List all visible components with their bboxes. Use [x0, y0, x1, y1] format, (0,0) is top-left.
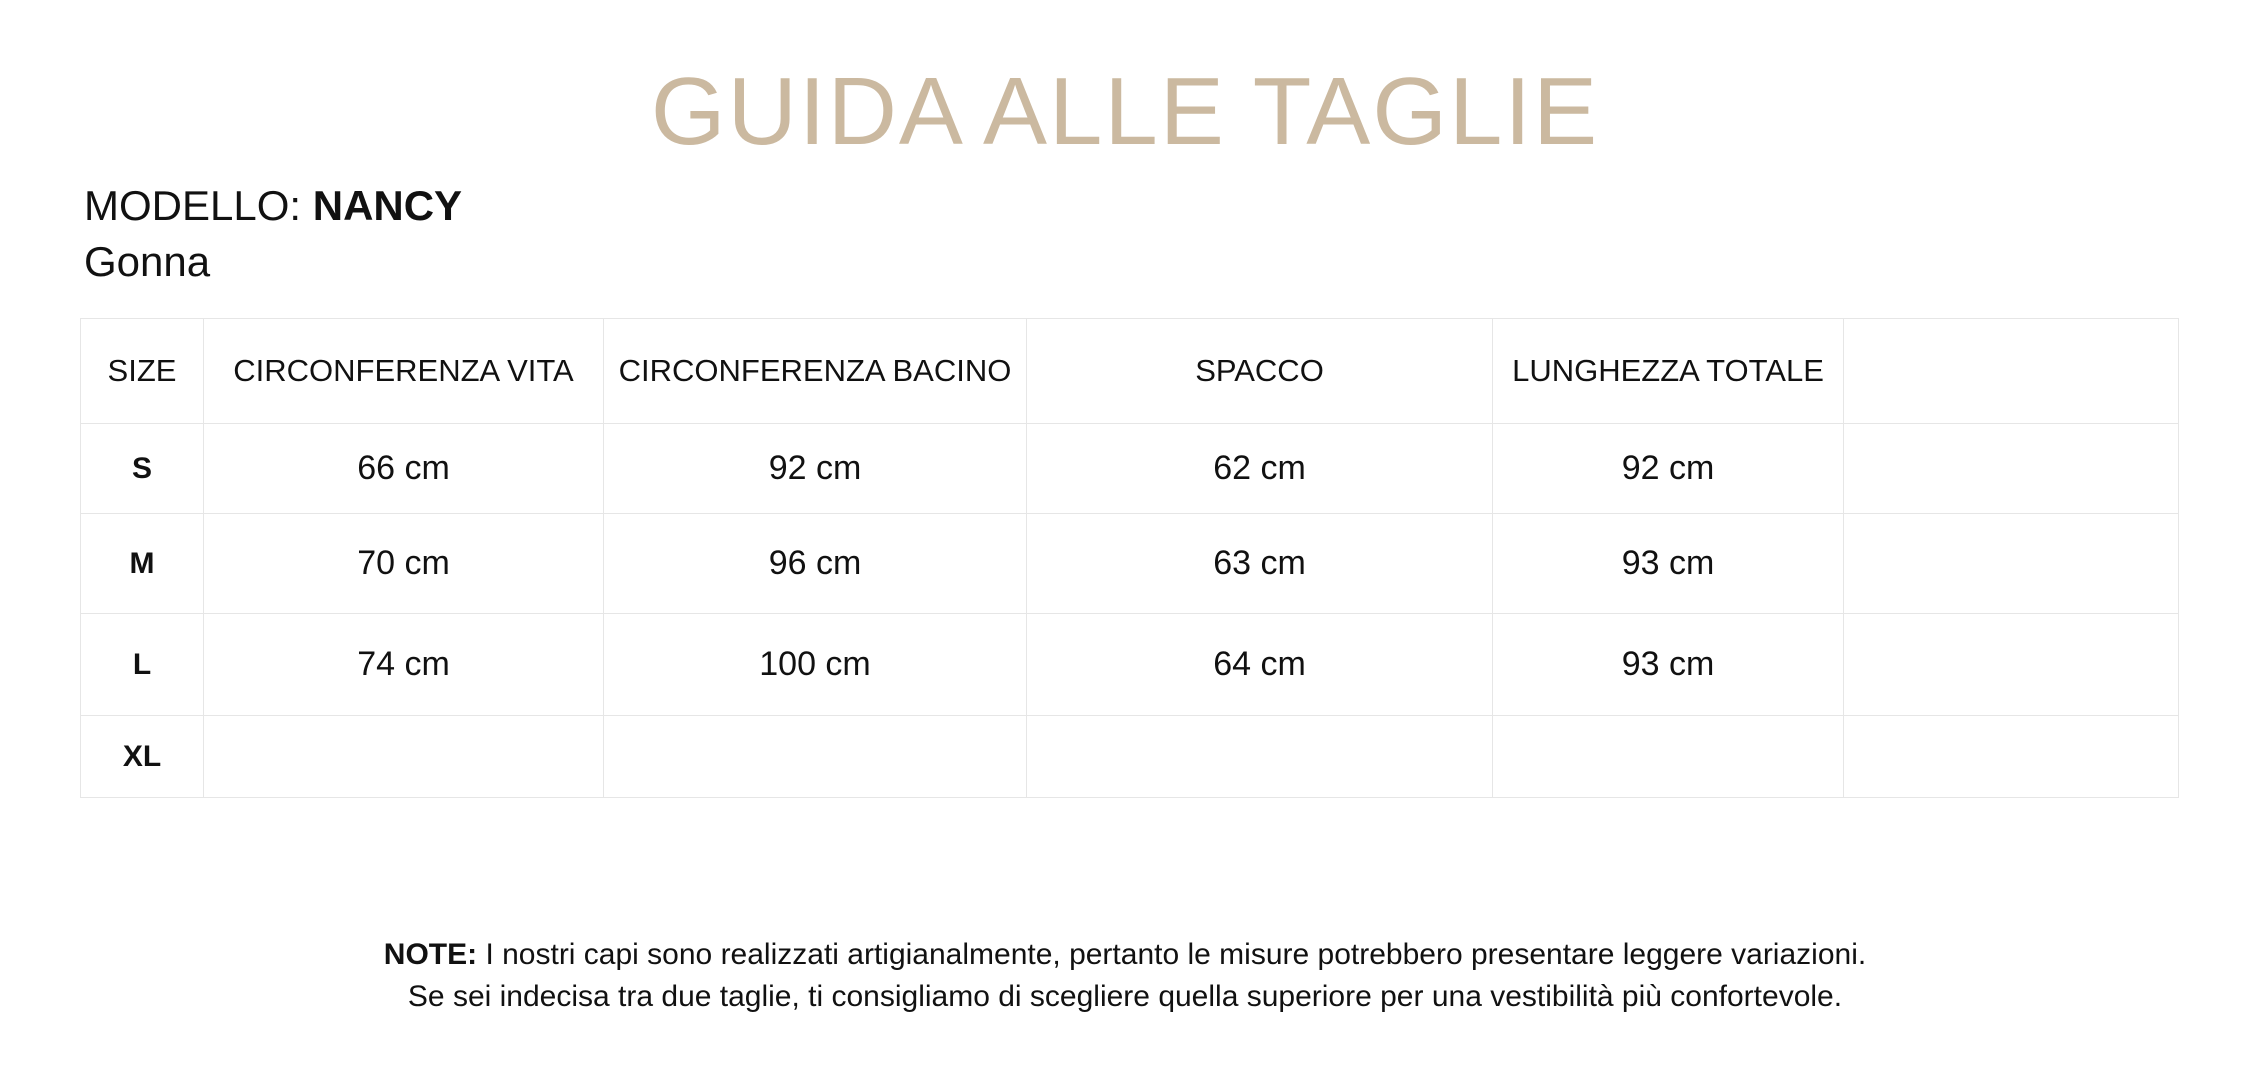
table-row: [81, 716, 2179, 798]
size-cell: M: [81, 514, 204, 614]
model-prefix: MODELLO:: [84, 182, 302, 229]
header-circonferenza-bacino: CIRCONFERENZA BACINO: [604, 319, 1027, 424]
header-empty: [1844, 319, 2179, 424]
bacino-cell: [604, 716, 1027, 798]
bacino-cell: 100 cm: [604, 614, 1027, 716]
model-line: [84, 178, 462, 234]
header-lunghezza-totale: LUNGHEZZA TOTALE: [1493, 319, 1844, 424]
lunghezza-cell: 93 cm: [1493, 614, 1844, 716]
size-cell: S: [81, 424, 204, 514]
page-title: GUIDA ALLE TAGLIE: [650, 58, 1600, 165]
spacco-cell: 64 cm: [1027, 614, 1493, 716]
spacco-cell: [1027, 716, 1493, 798]
bacino-cell: 96 cm: [604, 514, 1027, 614]
size-table: [80, 318, 2179, 798]
vita-cell: 66 cm: [204, 424, 604, 514]
extra-cell: [1844, 716, 2179, 798]
table-header-row: [81, 319, 2179, 424]
vita-cell: 70 cm: [204, 514, 604, 614]
header-circonferenza-vita: CIRCONFERENZA VITA: [204, 319, 604, 424]
extra-cell: [1844, 424, 2179, 514]
spacco-cell: 62 cm: [1027, 424, 1493, 514]
note-label: NOTE:: [383, 938, 478, 971]
size-cell: L: [81, 614, 204, 716]
vita-cell: [204, 716, 604, 798]
note-line-1: [0, 934, 2250, 976]
spacco-cell: 63 cm: [1027, 514, 1493, 614]
note-text-1: I nostri capi sono realizzati artigianalmente, pertanto le misure potrebbero presentare leggere variazioni.: [477, 938, 1867, 971]
lunghezza-cell: 92 cm: [1493, 424, 1844, 514]
header-spacco: SPACCO: [1027, 319, 1493, 424]
lunghezza-cell: 93 cm: [1493, 514, 1844, 614]
table-row: [81, 424, 2179, 514]
vita-cell: 74 cm: [204, 614, 604, 716]
garment-type: Gonna: [84, 238, 211, 285]
lunghezza-cell: [1493, 716, 1844, 798]
bacino-cell: 92 cm: [604, 424, 1027, 514]
extra-cell: [1844, 614, 2179, 716]
extra-cell: [1844, 514, 2179, 614]
table-row: [81, 514, 2179, 614]
size-cell: XL: [81, 716, 204, 798]
header-size: SIZE: [81, 319, 204, 424]
note-block: [0, 934, 2250, 1018]
table-row: [81, 614, 2179, 716]
note-line-2: Se sei indecisa tra due taglie, ti consigliamo di scegliere quella superiore per una vestibilità più confortevole.: [407, 980, 1843, 1013]
model-name: NANCY: [312, 182, 463, 229]
